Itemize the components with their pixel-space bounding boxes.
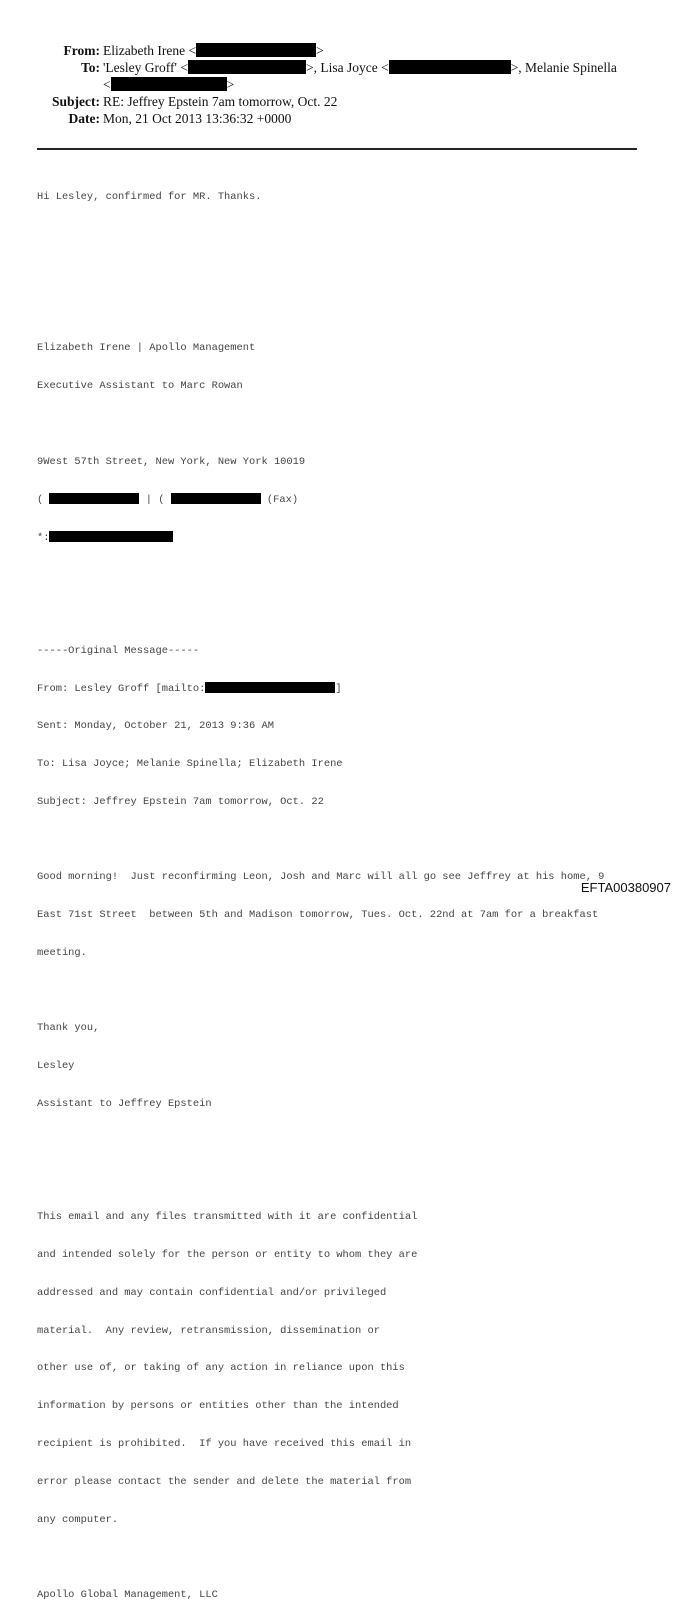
header-from-row (0, 42, 679, 59)
disclaimer-line: and intended solely for the person or entity to whom they are (37, 1249, 418, 1262)
original-sender: Lesley (37, 1060, 75, 1073)
disclaimer-line: recipient is prohibited. If you have received this email in (37, 1437, 412, 1450)
from-value (103, 42, 324, 59)
redacted-email-block (188, 60, 306, 74)
disclaimer-line: material. Any review, retransmission, dissemination or (37, 1324, 380, 1337)
header-divider (37, 148, 637, 150)
date-value: Mon, 21 Oct 2013 13:36:32 +0000 (103, 111, 292, 126)
subject-value: RE: Jeffrey Epstein 7am tomorrow, Oct. 22 (103, 94, 338, 109)
redacted-email-block (111, 77, 227, 91)
signature-name-line: Elizabeth Irene | Apollo Management (37, 342, 256, 355)
redacted-email-block (49, 531, 173, 542)
to-cont-close: > (226, 77, 235, 92)
original-closing: Thank you, (37, 1022, 100, 1035)
to-separator-2: >, Melanie Spinella (510, 60, 617, 75)
header-to-continued-row (0, 76, 679, 93)
email-prefix: *: (37, 532, 50, 545)
fax-label: (Fax) (260, 494, 299, 507)
to-recipient-1: 'Lesley Groff' < (103, 60, 188, 75)
redacted-phone-block (49, 493, 139, 504)
signature-phone-line (37, 493, 657, 506)
redacted-email-block (389, 60, 511, 74)
redacted-email-block (196, 43, 316, 57)
original-from-prefix: From: Lesley Groff [mailto: (37, 683, 206, 696)
to-value (103, 59, 617, 76)
original-body-line: East 71st Street between 5th and Madison tomorrow, Tues. Oct. 22nd at 7am for a breakfast (37, 909, 599, 922)
reply-greeting: Hi Lesley, confirmed for MR. Thanks. (37, 191, 262, 204)
original-message-separator: -----Original Message----- (37, 644, 200, 657)
to-separator-1: >, Lisa Joyce < (305, 60, 389, 75)
header-subject-row (0, 93, 679, 110)
from-name: Elizabeth Irene < (103, 43, 197, 58)
date-label: Date: (68, 111, 100, 126)
to-continued-value (103, 76, 234, 93)
original-to-line: To: Lisa Joyce; Melanie Spinella; Elizabeth Irene (37, 757, 343, 770)
email-header (0, 42, 679, 127)
header-to-row (0, 59, 679, 76)
disclaimer-company: Apollo Global Management, LLC (37, 1589, 218, 1602)
from-label: From: (63, 43, 100, 58)
disclaimer-line: This email and any files transmitted with it are confidential (37, 1211, 418, 1224)
disclaimer-line: error please contact the sender and delete the material from (37, 1475, 412, 1488)
signature-address: 9West 57th Street, New York, New York 10019 (37, 455, 306, 468)
original-from-suffix: ] (335, 683, 342, 696)
header-date-row (0, 110, 679, 127)
original-body-line: meeting. (37, 946, 87, 959)
document-id: EFTA00380907 (580, 880, 671, 895)
to-cont-open: < (103, 77, 111, 92)
original-from-line (37, 682, 657, 695)
original-body-line: Good morning! Just reconfirming Leon, Josh and Marc will all go see Jeffrey at his home, 9 (37, 871, 605, 884)
phone-open: ( (37, 494, 50, 507)
phone-separator: | ( (139, 494, 171, 507)
disclaimer-line: any computer. (37, 1513, 119, 1526)
original-sent-line: Sent: Monday, October 21, 2013 9:36 AM (37, 720, 274, 733)
original-subject-line: Subject: Jeffrey Epstein 7am tomorrow, Oct. 22 (37, 795, 324, 808)
from-close: > (316, 43, 324, 58)
subject-label: Subject: (52, 94, 100, 109)
disclaimer-line: other use of, or taking of any action in reliance upon this (37, 1362, 405, 1375)
signature-title-line: Executive Assistant to Marc Rowan (37, 380, 243, 393)
disclaimer-line: addressed and may contain confidential and/or privileged (37, 1286, 387, 1299)
redacted-email-block (205, 682, 335, 693)
to-label: To: (80, 60, 100, 75)
signature-email-line (37, 531, 657, 544)
email-body (37, 166, 657, 1614)
original-sender-title: Assistant to Jeffrey Epstein (37, 1097, 212, 1110)
redacted-fax-block (171, 493, 261, 504)
disclaimer-line: information by persons or entities other than the intended (37, 1400, 399, 1413)
